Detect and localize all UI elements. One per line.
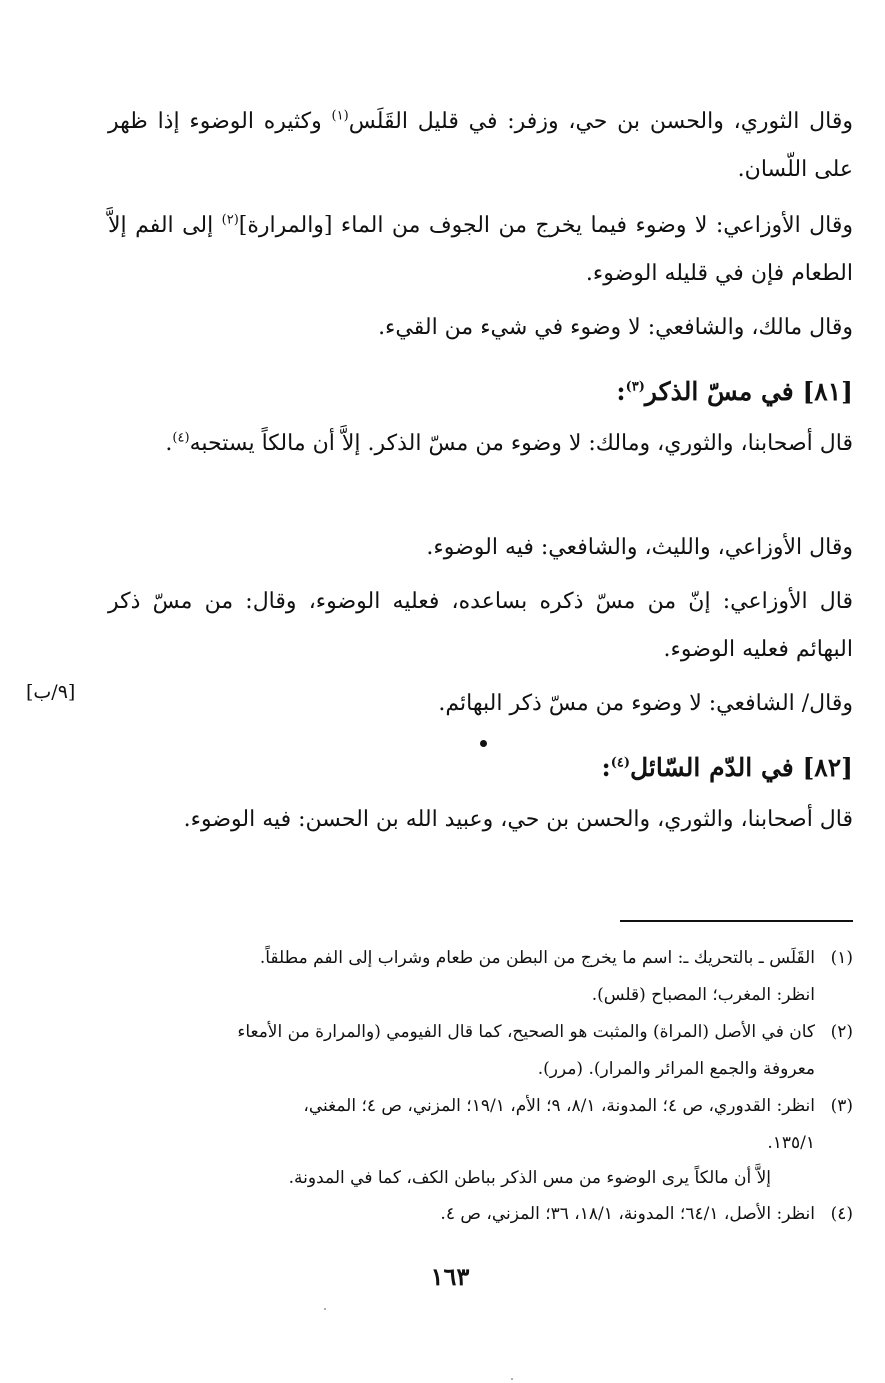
paragraph-6-text: قال الأوزاعي: إنّ من مسّ ذكره بساعده، فعليه الوضوء، وقال: من مسّ ذكر البهائم فعليه الوضوء. bbox=[108, 589, 853, 662]
footnote-3-note-text: إلاَّ أن مالكاً يرى الوضوء من مس الذكر بباطن الكف، كما في المدونة. bbox=[288, 1168, 771, 1188]
section-colon-81: : bbox=[616, 377, 626, 406]
section-number-82: [٨٢] bbox=[802, 753, 853, 782]
paragraph-2 bbox=[108, 202, 853, 298]
paragraph-1-text: وقال الثوري، والحسن بن حي، وزفر: في قليل القَلَس bbox=[348, 109, 853, 134]
paragraph-2-text-rest: إلى الفم إلاَّ الطعام فإن في قليله الوضوء. bbox=[108, 213, 853, 286]
footnote-ref-4b[interactable]: (٤) bbox=[610, 755, 630, 771]
paragraph-1 bbox=[108, 98, 853, 194]
paragraph-7 bbox=[108, 680, 853, 728]
footnote-2 bbox=[108, 1014, 853, 1051]
section-heading-82 bbox=[300, 748, 853, 788]
scan-speck bbox=[511, 1378, 513, 1380]
footnote-1-continuation bbox=[108, 977, 853, 1014]
footnote-2-continuation bbox=[108, 1051, 853, 1088]
paragraph-4 bbox=[108, 420, 853, 468]
footnote-2-cont-text: معروفة والجمع المرائر والمرار). (مرر). bbox=[537, 1059, 815, 1079]
footnote-1-text: القَلَس ـ بالتحريك ـ: اسم ما يخرج من البطن من طعام وشراب إلى الفم مطلقاً. bbox=[259, 948, 815, 968]
footnote-3-text: انظر: القدوري، ص ٤؛ المدونة، ٨/١، ٩؛ الأم، ١٩/١؛ المزني، ص ٤؛ المغني، bbox=[303, 1096, 815, 1116]
paragraph-3 bbox=[108, 304, 853, 352]
footnote-3 bbox=[108, 1088, 853, 1125]
footnote-2-number: (٢) bbox=[830, 1022, 853, 1042]
footnote-ref-4[interactable]: (٤) bbox=[172, 430, 190, 446]
section-title-82: في الدّم السّائل bbox=[630, 753, 794, 782]
paragraph-3-text: وقال مالك، والشافعي: لا وضوء في شيء من القيء. bbox=[378, 315, 853, 340]
paragraph-7-text: وقال/ الشافعي: لا وضوء من مسّ ذكر البهائم. bbox=[438, 691, 853, 716]
section-number-81: [٨١] bbox=[802, 377, 853, 406]
footnote-4-number: (٤) bbox=[830, 1204, 853, 1224]
footnote-4 bbox=[108, 1196, 853, 1233]
scan-speck bbox=[324, 1308, 326, 1310]
paragraph-6 bbox=[108, 578, 853, 674]
ink-dot bbox=[480, 740, 487, 747]
section-colon-82: : bbox=[601, 753, 611, 782]
paragraph-8 bbox=[108, 796, 853, 844]
footnote-3-continuation bbox=[108, 1125, 853, 1162]
paragraph-4-text: قال أصحابنا، والثوري، ومالك: لا وضوء من مسّ الذكر. إلاَّ أن مالكاً يستحبه bbox=[189, 431, 853, 456]
paragraph-1-text-rest: وكثيره الوضوء إذا ظهر على اللّسان. bbox=[108, 109, 853, 182]
footnote-3-cont-text: ١٣٥/١. bbox=[767, 1133, 815, 1153]
page-number: ١٦٣ bbox=[430, 1262, 470, 1291]
footnote-ref-2[interactable]: (٢) bbox=[221, 212, 239, 228]
paragraph-8-text: قال أصحابنا، والثوري، والحسن بن حي، وعبيد الله بن الحسن: فيه الوضوء. bbox=[183, 807, 853, 832]
footnote-ref-3[interactable]: (٣) bbox=[625, 379, 645, 395]
footnote-1 bbox=[108, 940, 853, 977]
footnote-1-number: (١) bbox=[830, 948, 853, 968]
paragraph-2-text: وقال الأوزاعي: لا وضوء فيما يخرج من الجوف من الماء [والمرارة] bbox=[238, 213, 853, 238]
footnote-3-note bbox=[108, 1160, 853, 1197]
footnote-4-text: انظر: الأصل، ٦٤/١؛ المدونة، ١٨/١، ٣٦؛ المزني، ص ٤. bbox=[440, 1204, 815, 1224]
section-heading-81 bbox=[300, 372, 853, 412]
section-title-81: في مسّ الذكر bbox=[644, 377, 794, 406]
paragraph-5 bbox=[108, 524, 853, 572]
paragraph-5-text: وقال الأوزاعي، والليث، والشافعي: فيه الوضوء. bbox=[426, 535, 853, 560]
footnote-3-number: (٣) bbox=[830, 1096, 853, 1116]
paragraph-4-text-rest: . bbox=[165, 431, 173, 456]
footnote-separator bbox=[620, 920, 853, 922]
footnote-ref-1[interactable]: (١) bbox=[331, 108, 349, 124]
manuscript-folio-marker: [٩/ب] bbox=[26, 681, 76, 703]
footnote-2-text: كان في الأصل (المراة) والمثبت هو الصحيح، كما قال الفيومي (والمرارة من الأمعاء bbox=[237, 1022, 815, 1042]
footnote-1-cont-text: انظر: المغرب؛ المصباح (قلس). bbox=[591, 985, 815, 1005]
